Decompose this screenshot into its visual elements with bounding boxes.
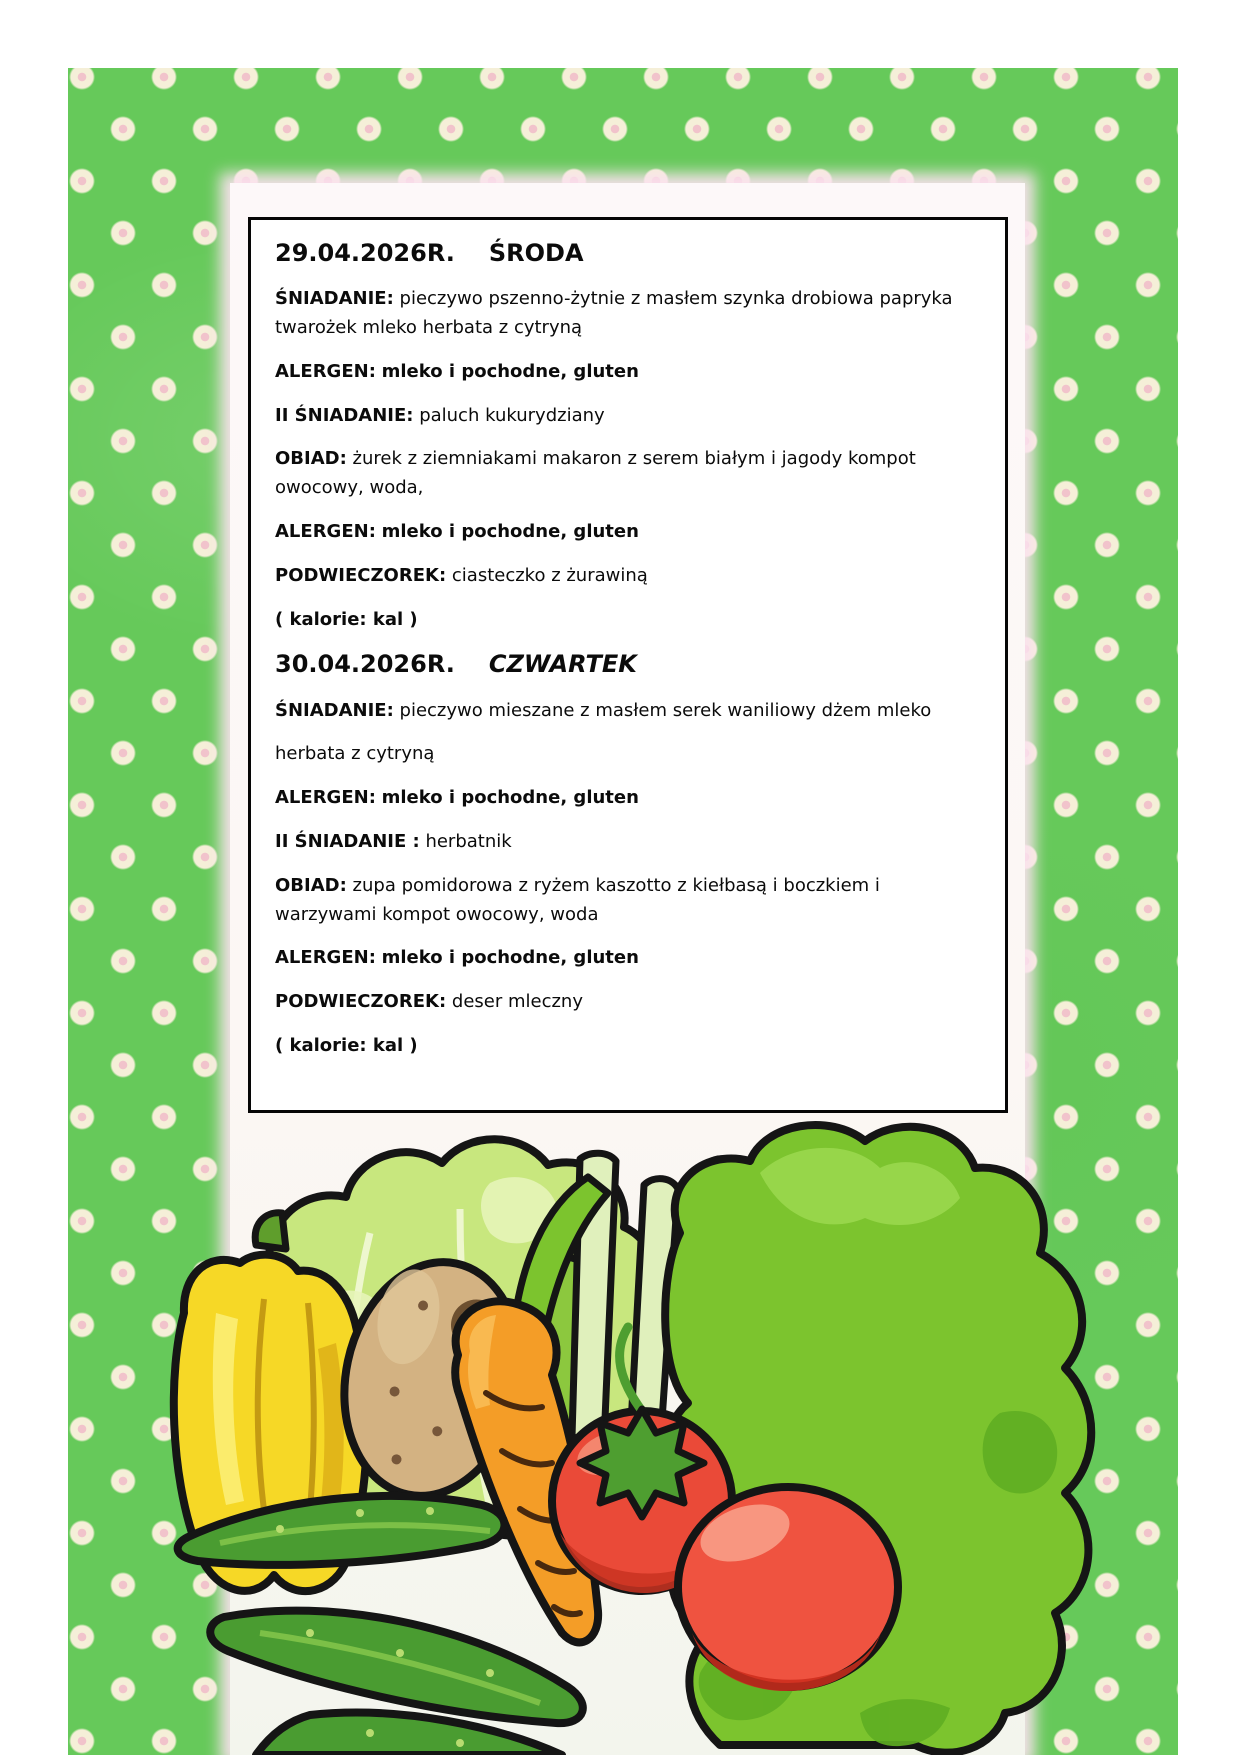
menu-box bbox=[248, 217, 1008, 1113]
meal-text: mleko i pochodne, gluten bbox=[381, 947, 639, 969]
meal-text: pieczywo pszenno-żytnie z masłem szynka drobiowa papryka twarożek mleko herbata z cytryną bbox=[275, 288, 953, 338]
meal-label: II ŚNIADANIE : bbox=[275, 830, 420, 852]
menu-entry-calories bbox=[275, 606, 981, 635]
meal-label: OBIAD: bbox=[275, 448, 347, 470]
meal-text: pieczywo mieszane z masłem serek waniliowy dżem mleko bbox=[399, 699, 932, 721]
meal-text: zupa pomidorowa z ryżem kaszotto z kiełbasą i boczkiem i warzywami kompot owocowy, woda bbox=[275, 874, 880, 925]
meal-label: ŚNIADANIE: bbox=[275, 699, 394, 721]
meal-text: żurek z ziemniakami makaron z serem białym i jagody kompot owocowy, woda, bbox=[275, 448, 916, 499]
day-date: 29.04.2026R. bbox=[275, 239, 455, 267]
calories-text: ( kalorie: kal ) bbox=[275, 1034, 418, 1056]
menu-entry-snack bbox=[275, 562, 981, 591]
meal-text: mleko i pochodne, gluten bbox=[381, 787, 639, 809]
menu-entry-allergen bbox=[275, 358, 981, 387]
day-weekday: ŚRODA bbox=[488, 239, 584, 267]
menu-entry-allergen bbox=[275, 518, 981, 547]
day-weekday: CZWARTEK bbox=[488, 650, 637, 679]
meal-label: ALERGEN: bbox=[275, 520, 376, 542]
menu-entry-dinner bbox=[275, 445, 981, 503]
day-heading-wednesday bbox=[275, 238, 981, 269]
menu-entry-snack bbox=[275, 988, 981, 1017]
meal-label: ALERGEN: bbox=[275, 947, 376, 969]
meal-label: ALERGEN: bbox=[275, 787, 376, 809]
day-heading-thursday bbox=[275, 649, 981, 680]
day-date: 30.04.2026R. bbox=[275, 650, 455, 679]
meal-label: PODWIECZOREK: bbox=[275, 564, 447, 586]
menu-entry-dinner bbox=[275, 872, 981, 930]
meal-label: II ŚNIADANIE: bbox=[275, 404, 414, 426]
vegetables-illustration bbox=[160, 1113, 1180, 1755]
menu-entry-second-breakfast bbox=[275, 402, 981, 431]
menu-entry-breakfast-continued bbox=[275, 740, 981, 769]
menu-entry-breakfast bbox=[275, 697, 981, 726]
meal-text: ciasteczko z żurawiną bbox=[451, 564, 648, 586]
menu-entry-allergen bbox=[275, 944, 981, 973]
meal-text: mleko i pochodne, gluten bbox=[381, 360, 639, 382]
menu-entry-breakfast bbox=[275, 285, 981, 343]
menu-entry-calories bbox=[275, 1032, 981, 1061]
calories-text: ( kalorie: kal ) bbox=[275, 608, 418, 630]
menu-entry-second-breakfast bbox=[275, 828, 981, 857]
meal-label: OBIAD: bbox=[275, 874, 347, 896]
meal-text: mleko i pochodne, gluten bbox=[381, 520, 639, 542]
meal-text: herbatnik bbox=[425, 830, 512, 852]
meal-text: deser mleczny bbox=[451, 991, 583, 1013]
menu-entry-allergen bbox=[275, 784, 981, 813]
meal-text: herbata z cytryną bbox=[275, 743, 435, 765]
meal-label: ŚNIADANIE: bbox=[275, 288, 394, 310]
meal-label: PODWIECZOREK: bbox=[275, 991, 447, 1013]
tomato-front-icon bbox=[678, 1487, 898, 1691]
meal-text: paluch kukurydziany bbox=[419, 404, 605, 426]
meal-label: ALERGEN: bbox=[275, 360, 376, 382]
